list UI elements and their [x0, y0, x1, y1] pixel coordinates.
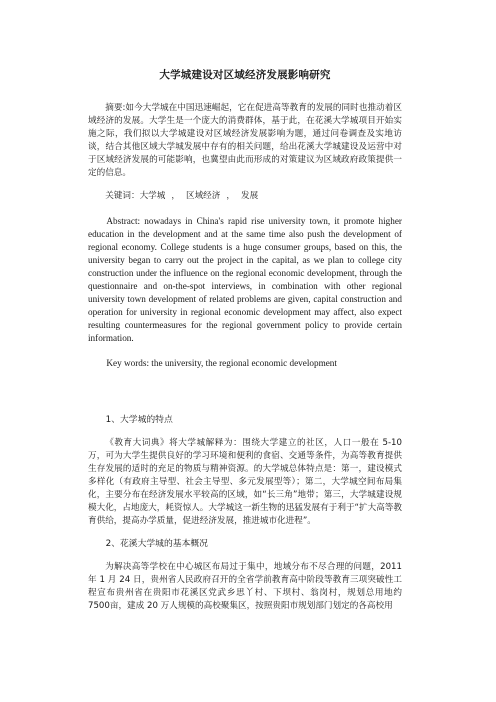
keyword-item: 发展 — [240, 191, 259, 201]
keywords-label: 关键词： — [105, 191, 140, 201]
english-keywords: Key words: the university, the regional economic development — [106, 358, 337, 368]
section-2-heading: 2、花溪大学城的基本概况 — [105, 539, 208, 549]
chinese-abstract: 摘要:如今大学城在中国迅速崛起，它在促进高等教育的发展的同时也推动着区域经济的发展。大学生是一个庞大的消费群体，基于此，在花溪大学城项目开始实施之际，我们拟以大学城建设对区域经济发展影响为题，通过问卷调查及实地访谈，结合其他区域大学城发展中存有的相关问题，给出花溪大学城建设及运营中对于区域经济发展的可能影响，也冀望由此而形成的对策建议为区域政府政策提供一定的信息。 — [88, 103, 402, 178]
keyword-separator: ， — [226, 191, 235, 201]
section-1-body: 《教育大词典》将大学城解释为：围绕大学建立的社区，人口一般在 5-10万，可为大学生提供良好的学习环境和便利的食宿、交通等条件，为高等教育提供生存发展的适时的充足的物质与精神资源。的大学城总体特点是：第一，建设模式多样化（有政府主导型、社会主导型、多元发展型等）；第二，大学城空间布局集化，主要分布在经济发展水平较高的区域，如“长三角”地带；第三，大学城建设规模大化，占地庞大，耗资惊人。大学城这一新生物的迅猛发展有于利于“扩大高等教育供给，提高办学质量，促进经济发展，推进城市化进程”。 — [88, 438, 402, 526]
chinese-keywords — [88, 190, 402, 203]
english-abstract: Abstract: nowadays in China's rapid rise university town, it promote higher education in the development and at the same time also push the development of regional economy. College students is a huge consumer groups, based on this, the university began to carry out the project in the capital, as we plan to college city construction under the influence on the regional economic development, through the questionnaire and on-the-spot interviews, in combination with other regional university town development of related problems are given, capital construction and operation for university in regional economic development may affect, also expect resulting countermeasures for the regional government policy to provide certain information. — [88, 216, 402, 343]
keyword-item: 区域经济 — [185, 191, 221, 201]
paper-title: 大学城建设对区域经济发展影响研究 — [159, 69, 331, 81]
keyword-item: 大学城 — [139, 191, 166, 201]
section-2-body: 为解决高等学校在中心城区布局过于集中，地域分布不尽合理的问题，2011年 1 月 24 日，贵州省人民政府召开的全省学前教育高中阶段等教育三项突破性工程宣布贵州省在贵阳市花溪区党武乡思丫村、下坝村、翁岗村，规划总用地约7500亩，建成 20 万人规模的高校聚集区，按照贵阳市规划部门划定的各高校用 — [88, 562, 402, 611]
keyword-separator: ， — [171, 191, 180, 201]
section-1-heading: 1、大学城的特点 — [105, 415, 173, 425]
